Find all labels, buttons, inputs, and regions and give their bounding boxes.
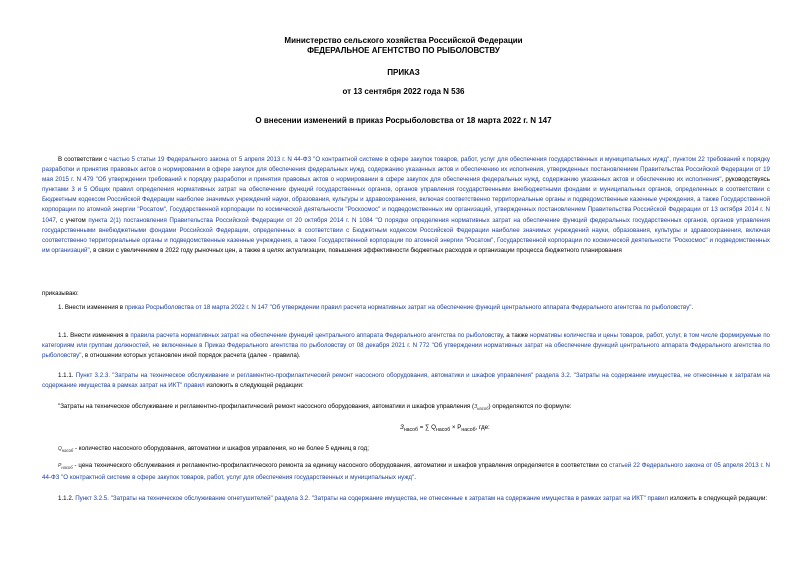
- law-44fz-link[interactable]: частью 5 статьи 19 Федерального закона от 5 апреля 2013 г. N 44-ФЗ "О контрактной системе в сфере закупок товаров, работ, услуг для обеспечения государственных и муниципальных нужд", пунктом 22 требований к порядку разработки и принятия правовых актов о нормировании в сфере закупок для обеспечения федеральных нужд, содержанию указанных актов и обеспечению их исполнения, утвержденных постановлением Правительства Российской Федерации от 19 мая 2015 г. N 479 "Об утверждении требований к порядку разработки и принятия правовых актов о нормировании в сфере закупок для обеспечения федеральных нужд, содержанию указанных актов и обеспечению их исполнения": [42, 156, 770, 184]
- norms-link[interactable]: нормативы количества и цены товаров, работ, услуг, в том числе формируемые по категориям или группам должностей, не включенные в Приказ Федерального агентства по рыболовству от 08 декабря 2021 г. N 772 "Об утверждении нормативных затрат на обеспечение функций центрального аппарата Федерального агентства по рыболовству": [42, 332, 770, 360]
- definition-p: [42, 461, 770, 483]
- document-date-number: от 13 сентября 2022 года N 536: [342, 87, 465, 96]
- rules-link[interactable]: правила расчета нормативных затрат на обеспечение функций центрального аппарата Федерального агентства по рыболовству: [130, 332, 503, 339]
- definition-q: [42, 444, 770, 456]
- clause-3-2-5-link[interactable]: Пункт 3.2.5. "Затраты на техническое обслуживание огнетушителей" раздела 3.2. "Затраты на содержание имущества, не отнесенные к затратам на содержание имущества в рамках затрат на ИКТ" правил: [75, 495, 669, 502]
- cost-formula: $З_{насоб}$ = ∑ $Q_{насоб} \times P_{насоб}$, где:: [400, 424, 490, 434]
- quote-intro: [42, 402, 770, 414]
- p-symbol-image: $P_{насоб}$: [58, 463, 73, 470]
- item-text: 1.1.2.: [58, 495, 76, 502]
- item-1-1-1: [42, 371, 770, 391]
- definition-text: .: [414, 474, 416, 482]
- item-1: [42, 303, 770, 313]
- q-symbol-image: $Q_{насоб}$: [58, 446, 74, 453]
- item-text: изложить в следующей редакции:: [204, 382, 304, 390]
- item-text: 1.1.1.: [58, 372, 76, 379]
- item-text: , а также: [502, 332, 530, 339]
- intro-paragraph: [42, 155, 770, 256]
- item-1-1: [42, 331, 770, 361]
- order-147-link[interactable]: приказ Росрыболовства от 18 марта 2022 г. N 147 "Об утверждении правил расчета нормативных затрат на обеспечение функций центрального аппарата Федерального агентства по рыболовству": [124, 304, 692, 311]
- general-rules-link[interactable]: пунктами 3 и 5 Общих правил определения нормативных затрат на обеспечение функций государственных органов, органов управления государственными внебюджетными фондами и муниципальных органов, определенных в соответствии с Бюджетным кодексом Российской Федерации наиболее значимых учреждений науки, образования, культуры и здравоохранения, включая соответственно территориальные органы и подведомственные казенные учреждения, а также Государственной корпорации по атомной энергии "Росатом", Государственной корпорации по космической деятельности "Роскосмос" и подведомственных им организаций, утвержденных постановлением Правительства Российской Федерации от 13 октября 2014 г. N 1047: [42, 186, 770, 224]
- quote-text: ) определяются по формуле:: [488, 403, 572, 410]
- item-1-1-2: [42, 494, 770, 504]
- clause-3-2-3-link[interactable]: Пункт 3.2.3. "Затраты на техническое обслуживание и регламентно-профилактический ремонт насосного оборудования, автоматики и шкафов управления" раздела 3.2. "Затраты на содержание имущества, не отнесенные к затратам на содержание имущества в рамках затрат на ИКТ" правил: [42, 372, 770, 390]
- item-text: 1.1. Внести изменения в: [58, 332, 131, 339]
- ministry-name: Министерство сельского хозяйства Российской Федерации: [284, 36, 523, 45]
- intro-text: , с учетом: [55, 216, 89, 224]
- order-word: приказываю:: [42, 290, 79, 297]
- document-title: О внесении изменений в приказ Росрыболовства от 18 марта 2022 г. N 147: [255, 116, 552, 125]
- item-text: .: [691, 304, 694, 311]
- definition-text: - количество насосного оборудования, автоматики и шкафов управления, но не более 5 единиц в год;: [73, 445, 369, 452]
- formula-symbol-image: $З_{насоб}$: [474, 404, 489, 411]
- document-type: ПРИКАЗ: [387, 68, 420, 77]
- item-text: , в отношении которых установлен иной порядок расчета (далее - правила).: [81, 352, 301, 360]
- quote-text: "Затраты на техническое обслуживание и регламентно-профилактический ремонт насосного оборудования, автоматики и шкафов управления (: [58, 403, 475, 410]
- item-text: изложить в следующей редакции:: [668, 495, 768, 502]
- agency-name: ФЕДЕРАЛЬНОЕ АГЕНТСТВО ПО РЫБОЛОВСТВУ: [307, 46, 500, 55]
- intro-text: , в связи с увеличением в 2022 году рыночных цен, а также в целях актуализации, повышения эффективности бюджетных расходов и организации процесса бюджетного планирования: [89, 246, 622, 254]
- article-22-link[interactable]: статьей 22 Федерального закона от 05 апреля 2013 г. N 44-ФЗ "О контрактной системе в сфере закупок товаров, работ, услуг для обеспечения государственных и муниципальных нужд": [42, 462, 770, 482]
- definition-text: - цена технического обслуживания и регламентно-профилактического ремонта за единицу насосного оборудования, автоматики и шкафов управления определяется в соответствии со: [72, 462, 610, 469]
- item-text: 1. Внести изменения в: [58, 304, 125, 311]
- resolution-1084-link[interactable]: пункта 2(1) постановления Правительства Российской Федерации от 20 октября 2014 г. N 1084 "О порядке определения нормативных затрат на обеспечение функций федеральных государственных органов, органов управления государственными внебюджетными фондами Российской Федерации, определенных в соответствии с Бюджетным кодексом Российской Федерации наиболее значимых учреждений науки, образования, культуры и здравоохранения, включая соответственно территориальные органы и подведомственные казенные учреждения, а также Государственной корпорации по атомной энергии "Росатом", Государственной корпорации по космической деятельности "Роскосмос" и подведомственных им организаций": [42, 216, 770, 254]
- intro-text: В соответствии с: [58, 156, 110, 163]
- intro-text: , руководствуясь: [721, 176, 770, 184]
